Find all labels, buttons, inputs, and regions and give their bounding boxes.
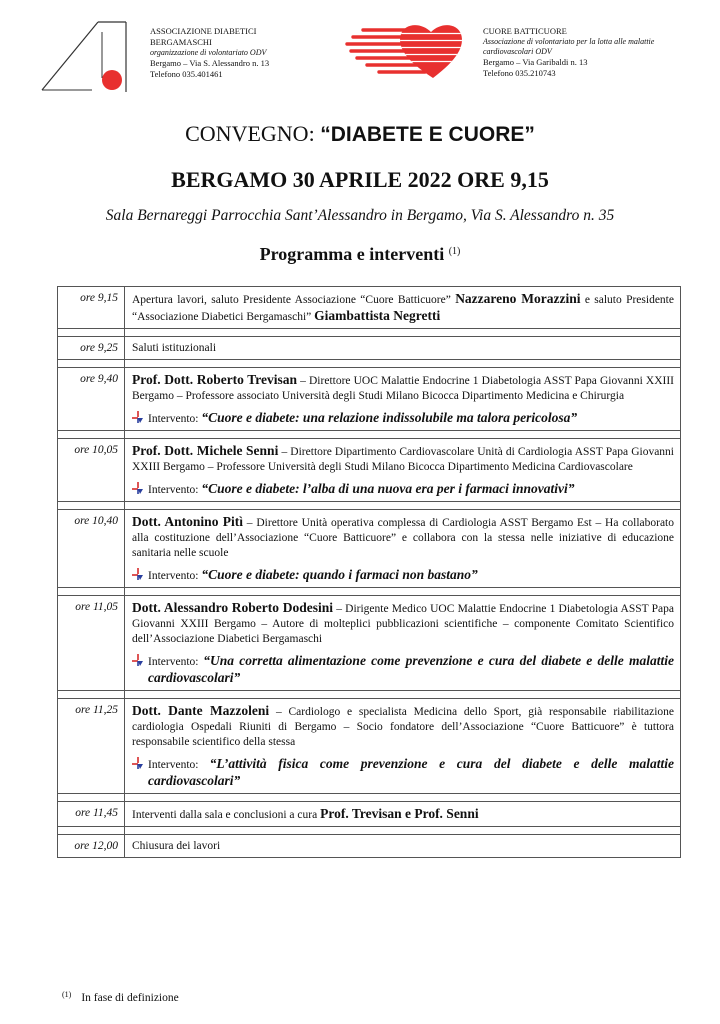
speaker-role: – Cardiologo e specialista Medicina dello Sport, già responsabile riabilitazione cardiologia Ospedali Riuniti di Bergamo – Socio fondatore dell’Associazione “Cuore Batticuore” è tuttora responsabile scientifico della stessa [132, 706, 674, 748]
row-time: ore 10,40 [58, 510, 125, 588]
row-text: Interventi dalla sala e conclusioni a cura [132, 809, 321, 821]
programme-heading [0, 244, 720, 265]
speaker-name: Dott. Alessandro Roberto Dodesini [132, 600, 333, 615]
row-text: e saluto Presidente “Associazione Diabetici Bergamaschi” [132, 294, 674, 323]
footnote-text: In fase di definizione [81, 992, 179, 1004]
arrow-bullet-icon [132, 654, 143, 666]
row-description [125, 596, 681, 691]
table-spacer [58, 360, 681, 368]
speaker-role: – Direttore Unità operativa complessa di Cardiologia ASST Bergamo Est – Ha collaborato alla costituzione dell’Associazione “Cuore Batticuore” e collabora con la stessa nelle iniziative di educazione sanitaria nelle scuole [132, 517, 674, 559]
president-name: Nazzareno Morazzini [455, 291, 581, 306]
org-left-phone: Telefono 035.401461 [150, 69, 223, 79]
org-right-phone: Telefono 035.210743 [483, 68, 556, 78]
talk [132, 567, 674, 584]
org-right-name: CUORE BATTICUORE [483, 26, 567, 36]
row-description [125, 510, 681, 588]
row-time: ore 9,40 [58, 368, 125, 431]
event-title [0, 121, 720, 147]
row-description [125, 699, 681, 794]
row-description [125, 287, 681, 329]
table-row [58, 802, 681, 827]
talk-label: Intervento: [148, 413, 202, 425]
table-row [58, 596, 681, 691]
talk-title: “L’attività fisica come prevenzione e cura del diabete e delle malattie cardiovascolari” [148, 756, 674, 788]
talk-title: “Una corretta alimentazione come prevenzione e cura del diabete e delle malattie cardiovascolari” [148, 653, 675, 685]
org-left-name-1: ASSOCIAZIONE DIABETICI [150, 26, 257, 36]
row-description [125, 802, 681, 827]
diabetici-logo [40, 18, 140, 96]
talk-label: Intervento: [148, 570, 202, 582]
table-row [58, 510, 681, 588]
talk-title: “Cuore e diabete: l’alba di una nuova era per i farmaci innovativi” [201, 481, 575, 496]
table-spacer [58, 827, 681, 835]
table-spacer [58, 588, 681, 596]
org-right-address: Bergamo – Via Garibaldi n. 13 [483, 57, 588, 67]
row-time: ore 9,15 [58, 287, 125, 329]
programme-heading-text: Programma e interventi [259, 244, 445, 264]
org-left-name-2: BERGAMASCHI [150, 37, 212, 47]
programme-footnote-mark: (1) [448, 246, 461, 257]
event-title-highlight: “DIABETE E CUORE” [320, 123, 535, 146]
org-left-info [150, 26, 269, 80]
org-right-subtitle-2: cardiovascolari ODV [483, 47, 552, 56]
talk-title: “Cuore e diabete: quando i farmaci non bastano” [201, 567, 478, 582]
table-row [58, 439, 681, 502]
row-time: ore 10,05 [58, 439, 125, 502]
row-time: ore 11,25 [58, 699, 125, 794]
row-description: Saluti istituzionali [125, 337, 681, 360]
talk [132, 481, 674, 498]
row-text: Apertura lavori, saluto Presidente Associazione “Cuore Batticuore” [132, 294, 456, 306]
row-time: ore 11,45 [58, 802, 125, 827]
speaker-role: – Direttore Dipartimento Cardiovascolare Unità di Cardiologia ASST Papa Giovanni XXIII Bergamo – Professore Università degli Studi Milano Bicocca Dipartimento Medicina Cardiovascolare [132, 446, 674, 473]
row-time: ore 12,00 [58, 835, 125, 858]
row-time: ore 11,05 [58, 596, 125, 691]
arrow-bullet-icon [132, 482, 143, 494]
talk-title: “Cuore e diabete: una relazione indissolubile ma talora pericolosa” [201, 410, 578, 425]
row-description [125, 368, 681, 431]
row-time: ore 9,25 [58, 337, 125, 360]
talk [132, 410, 674, 427]
heart-logo [345, 20, 470, 82]
speaker-name: Prof. Dott. Roberto Trevisan [132, 372, 298, 387]
row-description [125, 439, 681, 502]
footnote-mark: (1) [62, 990, 72, 999]
table-spacer [58, 431, 681, 439]
org-right-info [483, 26, 654, 79]
speaker-name: Dott. Dante Mazzoleni [132, 703, 270, 718]
event-title-prefix: CONVEGNO: [185, 121, 321, 146]
speaker-role: – Dirigente Medico UOC Malattie Endocrine 1 Diabetologia ASST Papa Giovanni XXIII Bergamo – Autore di molteplici pubblicazioni scientifiche – componente Comitato Scientifico dell’Associazione Diabetici Bergamaschi [132, 603, 674, 645]
row-description: Chiusura dei lavori [125, 835, 681, 858]
table-row [58, 337, 681, 360]
talk [132, 756, 674, 790]
talk [132, 653, 674, 687]
talk-label: Intervento: [148, 759, 210, 771]
table-spacer [58, 329, 681, 337]
speaker-name: Dott. Antonino Pitì [132, 514, 243, 529]
arrow-bullet-icon [132, 757, 143, 769]
org-left-subtitle: organizzazione di volontariato ODV [150, 48, 267, 57]
footnote [62, 990, 179, 1004]
president-name: Giambattista Negretti [314, 308, 441, 323]
speaker-name: Prof. Dott. Michele Senni [132, 443, 279, 458]
table-spacer [58, 794, 681, 802]
speaker-role: – Direttore UOC Malattie Endocrine 1 Diabetologia ASST Papa Giovanni XXIII Bergamo – Professore associato Università degli Studi Milano Bicocca Dipartimento Medicina e Chirurgia [132, 375, 674, 402]
arrow-bullet-icon [132, 568, 143, 580]
closing-speakers: Prof. Trevisan e Prof. Senni [320, 806, 479, 821]
table-row [58, 835, 681, 858]
table-row [58, 699, 681, 794]
event-date: BERGAMO 30 APRILE 2022 ORE 9,15 [171, 167, 549, 192]
org-right-subtitle-1: Associazione di volontariato per la lotta alle malattie [483, 37, 655, 46]
table-row [58, 287, 681, 329]
letterhead [0, 0, 720, 100]
talk-label: Intervento: [148, 656, 204, 668]
table-spacer [58, 691, 681, 699]
event-venue: Sala Bernareggi Parrocchia Sant’Alessandro in Bergamo, Via S. Alessandro n. 35 [105, 207, 615, 224]
org-left-address: Bergamo – Via S. Alessandro n. 13 [150, 58, 270, 68]
arrow-bullet-icon [132, 411, 143, 423]
schedule-table [57, 286, 681, 858]
table-row [58, 368, 681, 431]
table-spacer [58, 502, 681, 510]
talk-label: Intervento: [148, 484, 202, 496]
